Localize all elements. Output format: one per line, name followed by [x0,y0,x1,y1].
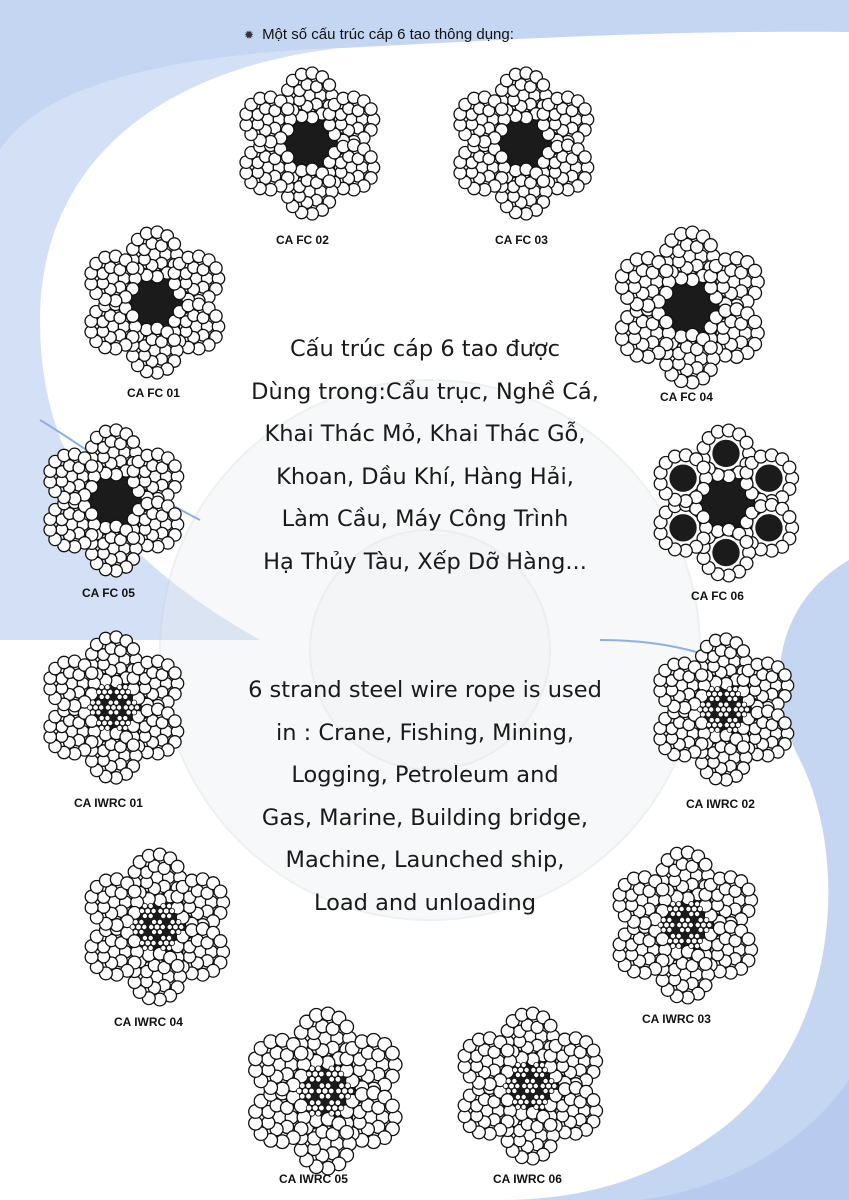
text-line: Dùng trong:Cẩu trục, Nghề Cá, [251,378,599,405]
rope-caption: CA FC 03 [495,233,548,247]
rope-caption: CA IWRC 05 [279,1172,348,1186]
page-header [244,26,514,43]
rope-diagram-ca-iwrc-05 [240,1006,410,1176]
rope-caption: CA IWRC 06 [493,1172,562,1186]
rope-diagram-ca-iwrc-01 [36,630,191,785]
text-line: Khoan, Dầu Khí, Hàng Hải, [276,463,574,490]
rope-caption: CA FC 05 [82,586,135,600]
rope-caption: CA IWRC 04 [114,1015,183,1029]
rope-diagram-ca-fc-02 [232,66,387,221]
rope-caption: CA FC 01 [127,386,180,400]
rope-caption: CA FC 04 [660,390,713,404]
rope-cross-section-svg [646,423,806,583]
text-line: Khai Thác Mỏ, Khai Thác Gỗ, [264,421,586,447]
text-line: Machine, Launched ship, [285,847,565,873]
rope-cross-section-svg [240,1006,410,1176]
text-line: Load and unloading [313,889,536,916]
text-line: in : Crane, Fishing, Mining, [275,719,575,746]
rope-diagram-ca-fc-05 [36,423,191,578]
text-line: Gas, Marine, Building bridge, [261,804,589,831]
rope-cross-section-svg [646,632,801,787]
rope-cross-section-svg [450,1006,610,1166]
text-line: Logging, Petroleum and [291,762,559,788]
vietnamese-usage-text [185,328,665,583]
rope-caption: CA IWRC 03 [642,1012,711,1026]
rope-caption: CA FC 02 [276,233,329,247]
text-line: 6 strand steel wire rope is used [248,677,602,703]
rope-diagram-ca-fc-06 [646,423,806,583]
rope-diagram-ca-fc-03 [446,66,601,221]
text-line: Làm Cầu, Máy Công Trình [281,506,569,532]
sun-bullet-icon: ✹ [244,27,255,42]
rope-caption: CA FC 06 [691,589,744,603]
text-line: Cấu trúc cáp 6 tao được [289,336,561,362]
rope-caption: CA IWRC 02 [686,797,755,811]
rope-cross-section-svg [36,423,191,578]
rope-cross-section-svg [232,66,387,221]
rope-diagram-ca-iwrc-06 [450,1006,610,1166]
rope-diagram-ca-iwrc-02 [646,632,801,787]
page-title: Một số cấu trúc cáp 6 tao thông dụng: [262,26,514,43]
rope-caption: CA IWRC 01 [74,796,143,810]
english-usage-text [185,669,665,924]
rope-cross-section-svg [36,630,191,785]
rope-cross-section-svg [446,66,601,221]
text-line: Hạ Thủy Tàu, Xếp Dỡ Hàng... [263,548,587,575]
